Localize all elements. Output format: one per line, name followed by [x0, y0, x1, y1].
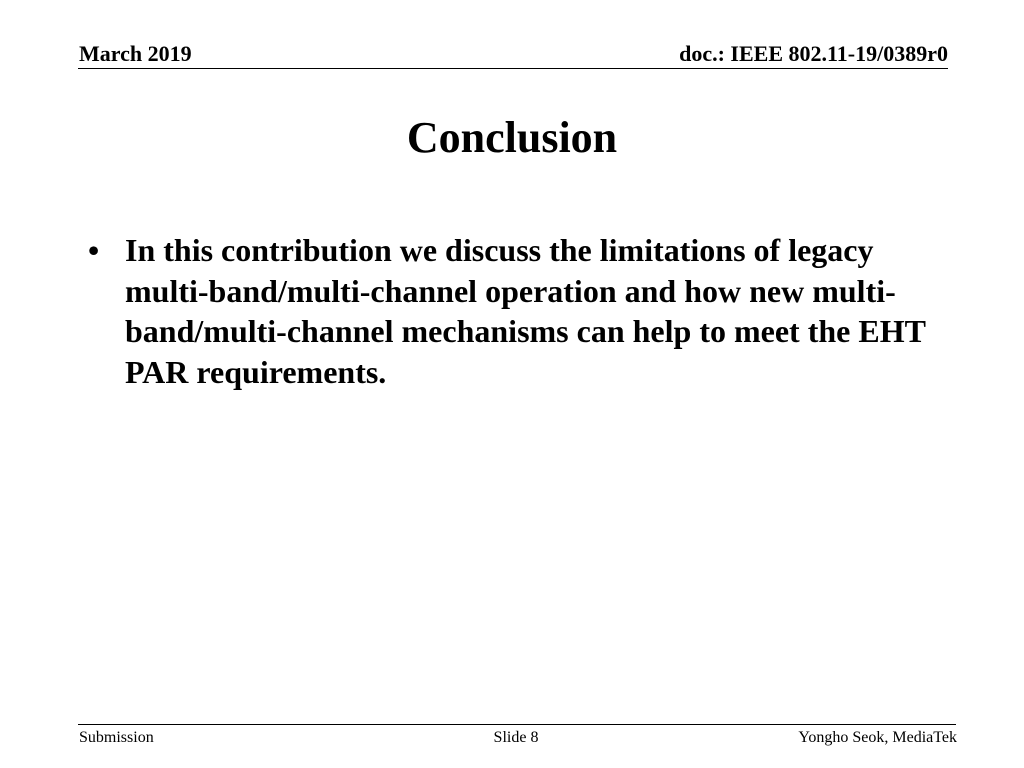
footer-submission: Submission	[79, 729, 154, 746]
bullet-item	[88, 230, 958, 392]
footer-divider	[78, 724, 956, 725]
header-date: March 2019	[79, 41, 192, 66]
bullet-text: In this contribution we discuss the limitations of legacy multi-band/multi-channel operation and how new multi-band/multi-channel mechanisms can help to meet the EHT PAR requirements.	[125, 232, 926, 390]
slide-title: Conclusion	[406, 113, 618, 162]
bullet-list	[88, 230, 958, 392]
header-divider	[78, 68, 948, 69]
header-doc-id: doc.: IEEE 802.11-19/0389r0	[679, 41, 948, 66]
bullet-icon: •	[88, 232, 100, 268]
footer-author: Yongho Seok, MediaTek	[798, 729, 957, 746]
footer-slide-number: Slide 8	[493, 729, 539, 746]
